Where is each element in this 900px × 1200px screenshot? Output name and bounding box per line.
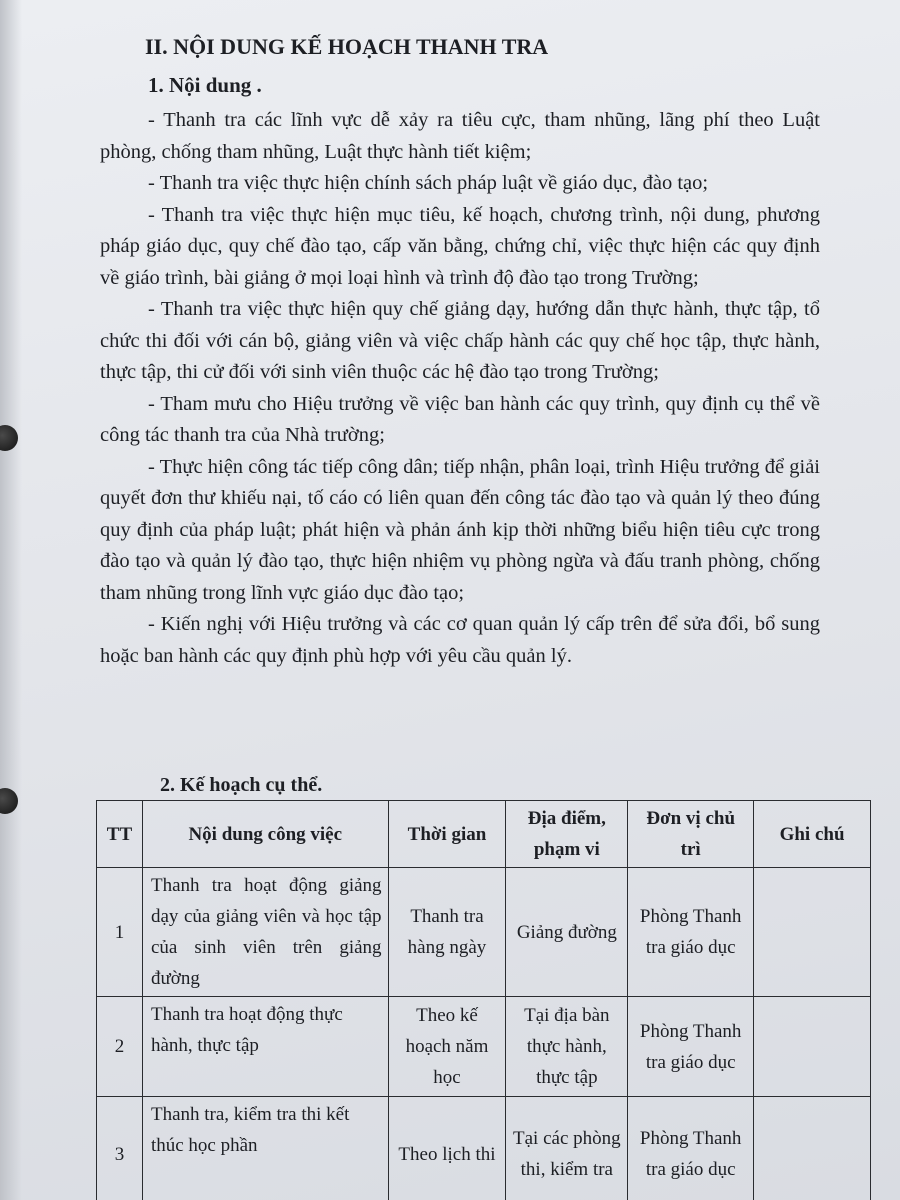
plan-table: [96, 800, 871, 1200]
cell-place: Tại các phòng thi, kiểm tra: [506, 1097, 628, 1200]
section-content: [100, 105, 820, 672]
header-place: Địa điểm, phạm vi: [506, 801, 628, 868]
cell-place: Tại địa bàn thực hành, thực tập: [506, 997, 628, 1097]
cell-note: [754, 997, 871, 1097]
subsection-1-title: 1. Nội dung .: [148, 73, 262, 97]
cell-tt: 3: [97, 1097, 143, 1200]
paragraph-2: - Thanh tra việc thực hiện chính sách pháp luật về giáo dục, đào tạo;: [148, 172, 709, 194]
cell-task: Thanh tra, kiểm tra thi kết thúc học phần: [142, 1097, 388, 1200]
table-row: [97, 868, 871, 997]
cell-time: Theo kế hoạch năm học: [388, 997, 506, 1097]
table-row: [97, 997, 871, 1097]
cell-tt: 1: [97, 868, 143, 997]
table-header-row: [97, 801, 871, 868]
paragraph-6: - Thực hiện công tác tiếp công dân; tiếp nhận, phân loại, trình Hiệu trưởng để giải quyết đơn thư khiếu nại, tố cáo có liên quan đến công tác đào tạo và quản lý theo đúng quy định của pháp luật; phát hiện và phản ánh kịp thời những biểu hiện tiêu cực trong đào tạo và quản lý đào tạo, thực hiện nhiệm vụ phòng ngừa và đấu tranh phòng, chống tham nhũng trong lĩnh vực giáo dục đào tạo;: [100, 455, 820, 604]
page-edge-shadow: [0, 0, 22, 1200]
cell-time: Thanh tra hàng ngày: [388, 868, 506, 997]
paragraph-3: - Thanh tra việc thực hiện mục tiêu, kế hoạch, chương trình, nội dung, phương pháp giáo dục, quy chế đào tạo, cấp văn bằng, chứng chỉ, việc thực hiện các quy định về giáo trình, bài giảng ở mọi loại hình và trình độ đào tạo trong Trường;: [100, 203, 820, 289]
cell-unit: Phòng Thanh tra giáo dục: [628, 997, 754, 1097]
header-tt: TT: [97, 801, 143, 868]
cell-note: [754, 868, 871, 997]
cell-time: Theo lịch thi: [388, 1097, 506, 1200]
paragraph-1: - Thanh tra các lĩnh vực dễ xảy ra tiêu cực, tham nhũng, lãng phí theo Luật phòng, chống tham nhũng, Luật thực hành tiết kiệm;: [100, 109, 820, 163]
header-note: Ghi chú: [754, 801, 871, 868]
cell-task: Thanh tra hoạt động thực hành, thực tập: [142, 997, 388, 1097]
paragraph-4: - Thanh tra việc thực hiện quy chế giảng dạy, hướng dẫn thực hành, thực tập, tổ chức thi đối với cán bộ, giảng viên và việc chấp hành các quy chế học tập, thực hành, thực tập, thi cử đối với sinh viên thuộc các hệ đào tạo trong Trường;: [100, 298, 820, 383]
table-row: [97, 1097, 871, 1200]
paragraph-5: - Tham mưu cho Hiệu trưởng về việc ban hành các quy trình, quy định cụ thể về công tác thanh tra của Nhà trường;: [100, 392, 820, 446]
cell-note: [754, 1097, 871, 1200]
header-time: Thời gian: [388, 801, 506, 868]
cell-tt: 2: [97, 997, 143, 1097]
header-unit: Đơn vị chủ trì: [628, 801, 754, 868]
cell-task: Thanh tra hoạt động giảng dạy của giảng viên và học tập của sinh viên trên giảng đường: [142, 868, 388, 997]
section-title: II. NỘI DUNG KẾ HOẠCH THANH TRA: [145, 34, 549, 59]
paragraph-7: - Kiến nghị với Hiệu trưởng và các cơ quan quản lý cấp trên để sửa đổi, bổ sung hoặc ban hành các quy định phù hợp với yêu cầu quản lý.: [100, 613, 820, 667]
cell-unit: Phòng Thanh tra giáo dục: [628, 1097, 754, 1200]
header-task: Nội dung công việc: [142, 801, 388, 868]
subsection-2-title: 2. Kế hoạch cụ thể.: [160, 774, 323, 796]
cell-unit: Phòng Thanh tra giáo dục: [628, 868, 754, 997]
cell-place: Giảng đường: [506, 868, 628, 997]
